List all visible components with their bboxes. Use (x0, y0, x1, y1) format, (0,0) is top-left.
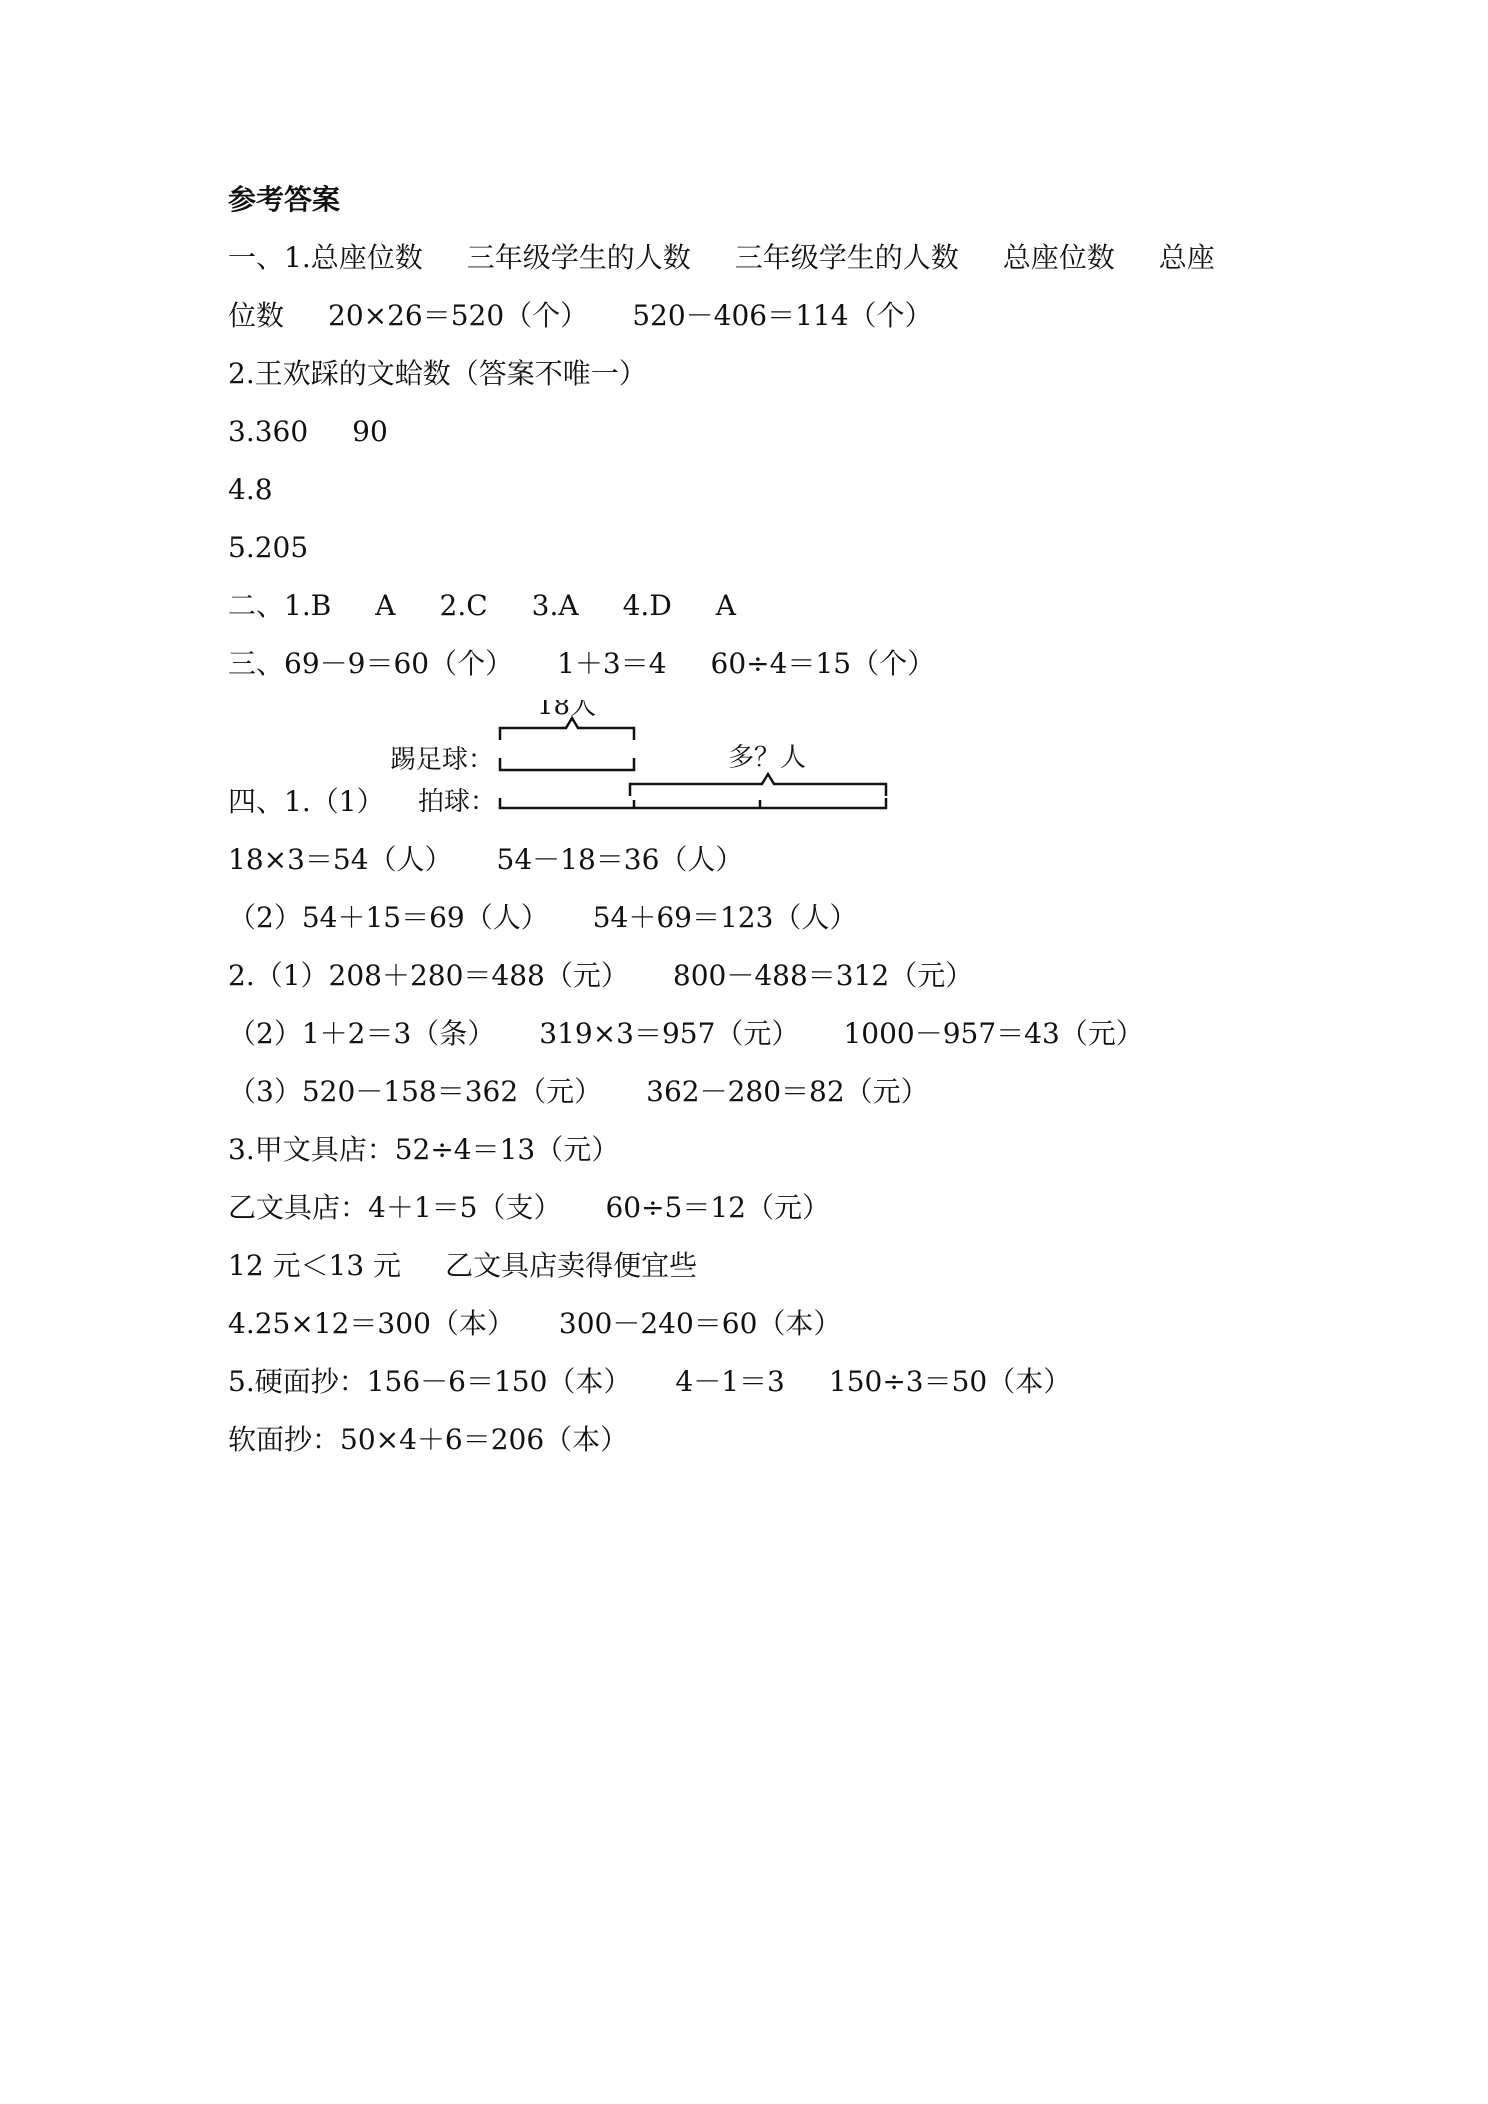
page-title: 参考答案 (228, 183, 341, 216)
s4-item: 2.（1）208＋280＝488（元） (228, 959, 629, 992)
s4-q2-line1 (228, 956, 973, 996)
s1-q3 (228, 412, 388, 452)
section3-line (228, 644, 935, 684)
mid-brace-label: 多？人 (728, 743, 807, 773)
s1-line2-item: 520－406＝114（个） (632, 299, 933, 332)
s4-q2-line3 (228, 1072, 929, 1112)
s4-q1-line2 (228, 898, 857, 938)
line-segment-diagram (390, 700, 910, 830)
s2-item: A (375, 589, 396, 622)
s3-item: 1＋3＝4 (557, 647, 667, 680)
row2-label: 拍球： (418, 787, 497, 817)
s3-item: 三、69－9＝60（个） (228, 647, 514, 680)
s4-item: 5.硬面抄：156－6＝150（本） (228, 1365, 632, 1398)
s4-item: （2）1＋2＝3（条） (228, 1017, 496, 1050)
s1-line1-item: 总座 (1158, 241, 1215, 274)
s4-q1-line1 (228, 840, 743, 880)
s4-q4-line1 (228, 1304, 841, 1344)
s4-q3-line1: 3.甲文具店：52÷4＝13（元） (228, 1133, 620, 1166)
s4-item: 54－18＝36（人） (496, 843, 744, 876)
s4-q3-line2 (228, 1188, 830, 1228)
s1-line1-item: 三年级学生的人数 (734, 241, 959, 274)
s1-line1-prefix: 一、1.总座位数 (228, 241, 423, 274)
s4-item: 319×3＝957（元） (539, 1017, 800, 1050)
s4-item: 300－240＝60（本） (558, 1307, 842, 1340)
s2-item: 二、1.B (228, 589, 332, 622)
s4-q5-line1 (228, 1362, 1071, 1402)
s4-item: （3）520－158＝362（元） (228, 1075, 603, 1108)
s4-item: 150÷3＝50（本） (828, 1365, 1072, 1398)
s1-line2-item: 位数 (228, 299, 285, 332)
s4-item: 1000－957＝43（元） (843, 1017, 1144, 1050)
s2-item: A (715, 589, 737, 622)
row1-label: 踢足球： (390, 745, 495, 775)
s4-item: 乙文具店：4＋1＝5（支） (228, 1191, 562, 1224)
section1-line1 (228, 238, 1215, 278)
s2-item: 4.D (622, 589, 672, 622)
s4-item: （2）54＋15＝69（人） (228, 901, 549, 934)
s3-item: 60÷4＝15（个） (710, 647, 936, 680)
s4-item: 4－1＝3 (675, 1365, 785, 1398)
top-brace (500, 718, 634, 740)
s2-item: 2.C (439, 589, 488, 622)
s4-item: 18×3＝54（人） (228, 843, 453, 876)
s4-item: 362－280＝82（元） (646, 1075, 929, 1108)
s2-item: 3.A (531, 589, 579, 622)
mid-brace (630, 774, 886, 796)
s4-item: 12 元＜13 元 (228, 1249, 402, 1282)
s4-item: 60÷5＝12（元） (605, 1191, 830, 1224)
row1-bar (500, 758, 634, 770)
s4-q2-line2 (228, 1014, 1144, 1054)
s1-line1-item: 总座位数 (1002, 241, 1115, 274)
s4-item: 54＋69＝123（人） (592, 901, 858, 934)
s4-item: 4.25×12＝300（本） (228, 1307, 515, 1340)
s1-q3-a: 3.360 (228, 415, 309, 448)
s1-line1-item: 三年级学生的人数 (466, 241, 691, 274)
s4-q1-label: 四、1.（1） (228, 785, 385, 818)
section1-line2 (228, 296, 933, 336)
row2-bar (500, 798, 886, 808)
s1-q4: 4.8 (228, 473, 273, 506)
top-brace-label: 18人 (537, 700, 597, 721)
s4-q3-line3 (228, 1246, 697, 1286)
s1-q2: 2.王欢踩的文蛤数（答案不唯一） (228, 357, 647, 390)
s1-q3-b: 90 (352, 415, 388, 448)
s1-q5: 5.205 (228, 531, 309, 564)
diagram-svg (390, 700, 910, 830)
s4-q5-line2: 软面抄：50×4＋6＝206（本） (228, 1423, 629, 1456)
s1-line2-item: 20×26＝520（个） (328, 299, 589, 332)
s4-item: 800－488＝312（元） (672, 959, 974, 992)
section2-line (228, 586, 736, 626)
s4-item: 乙文具店卖得便宜些 (445, 1249, 698, 1282)
